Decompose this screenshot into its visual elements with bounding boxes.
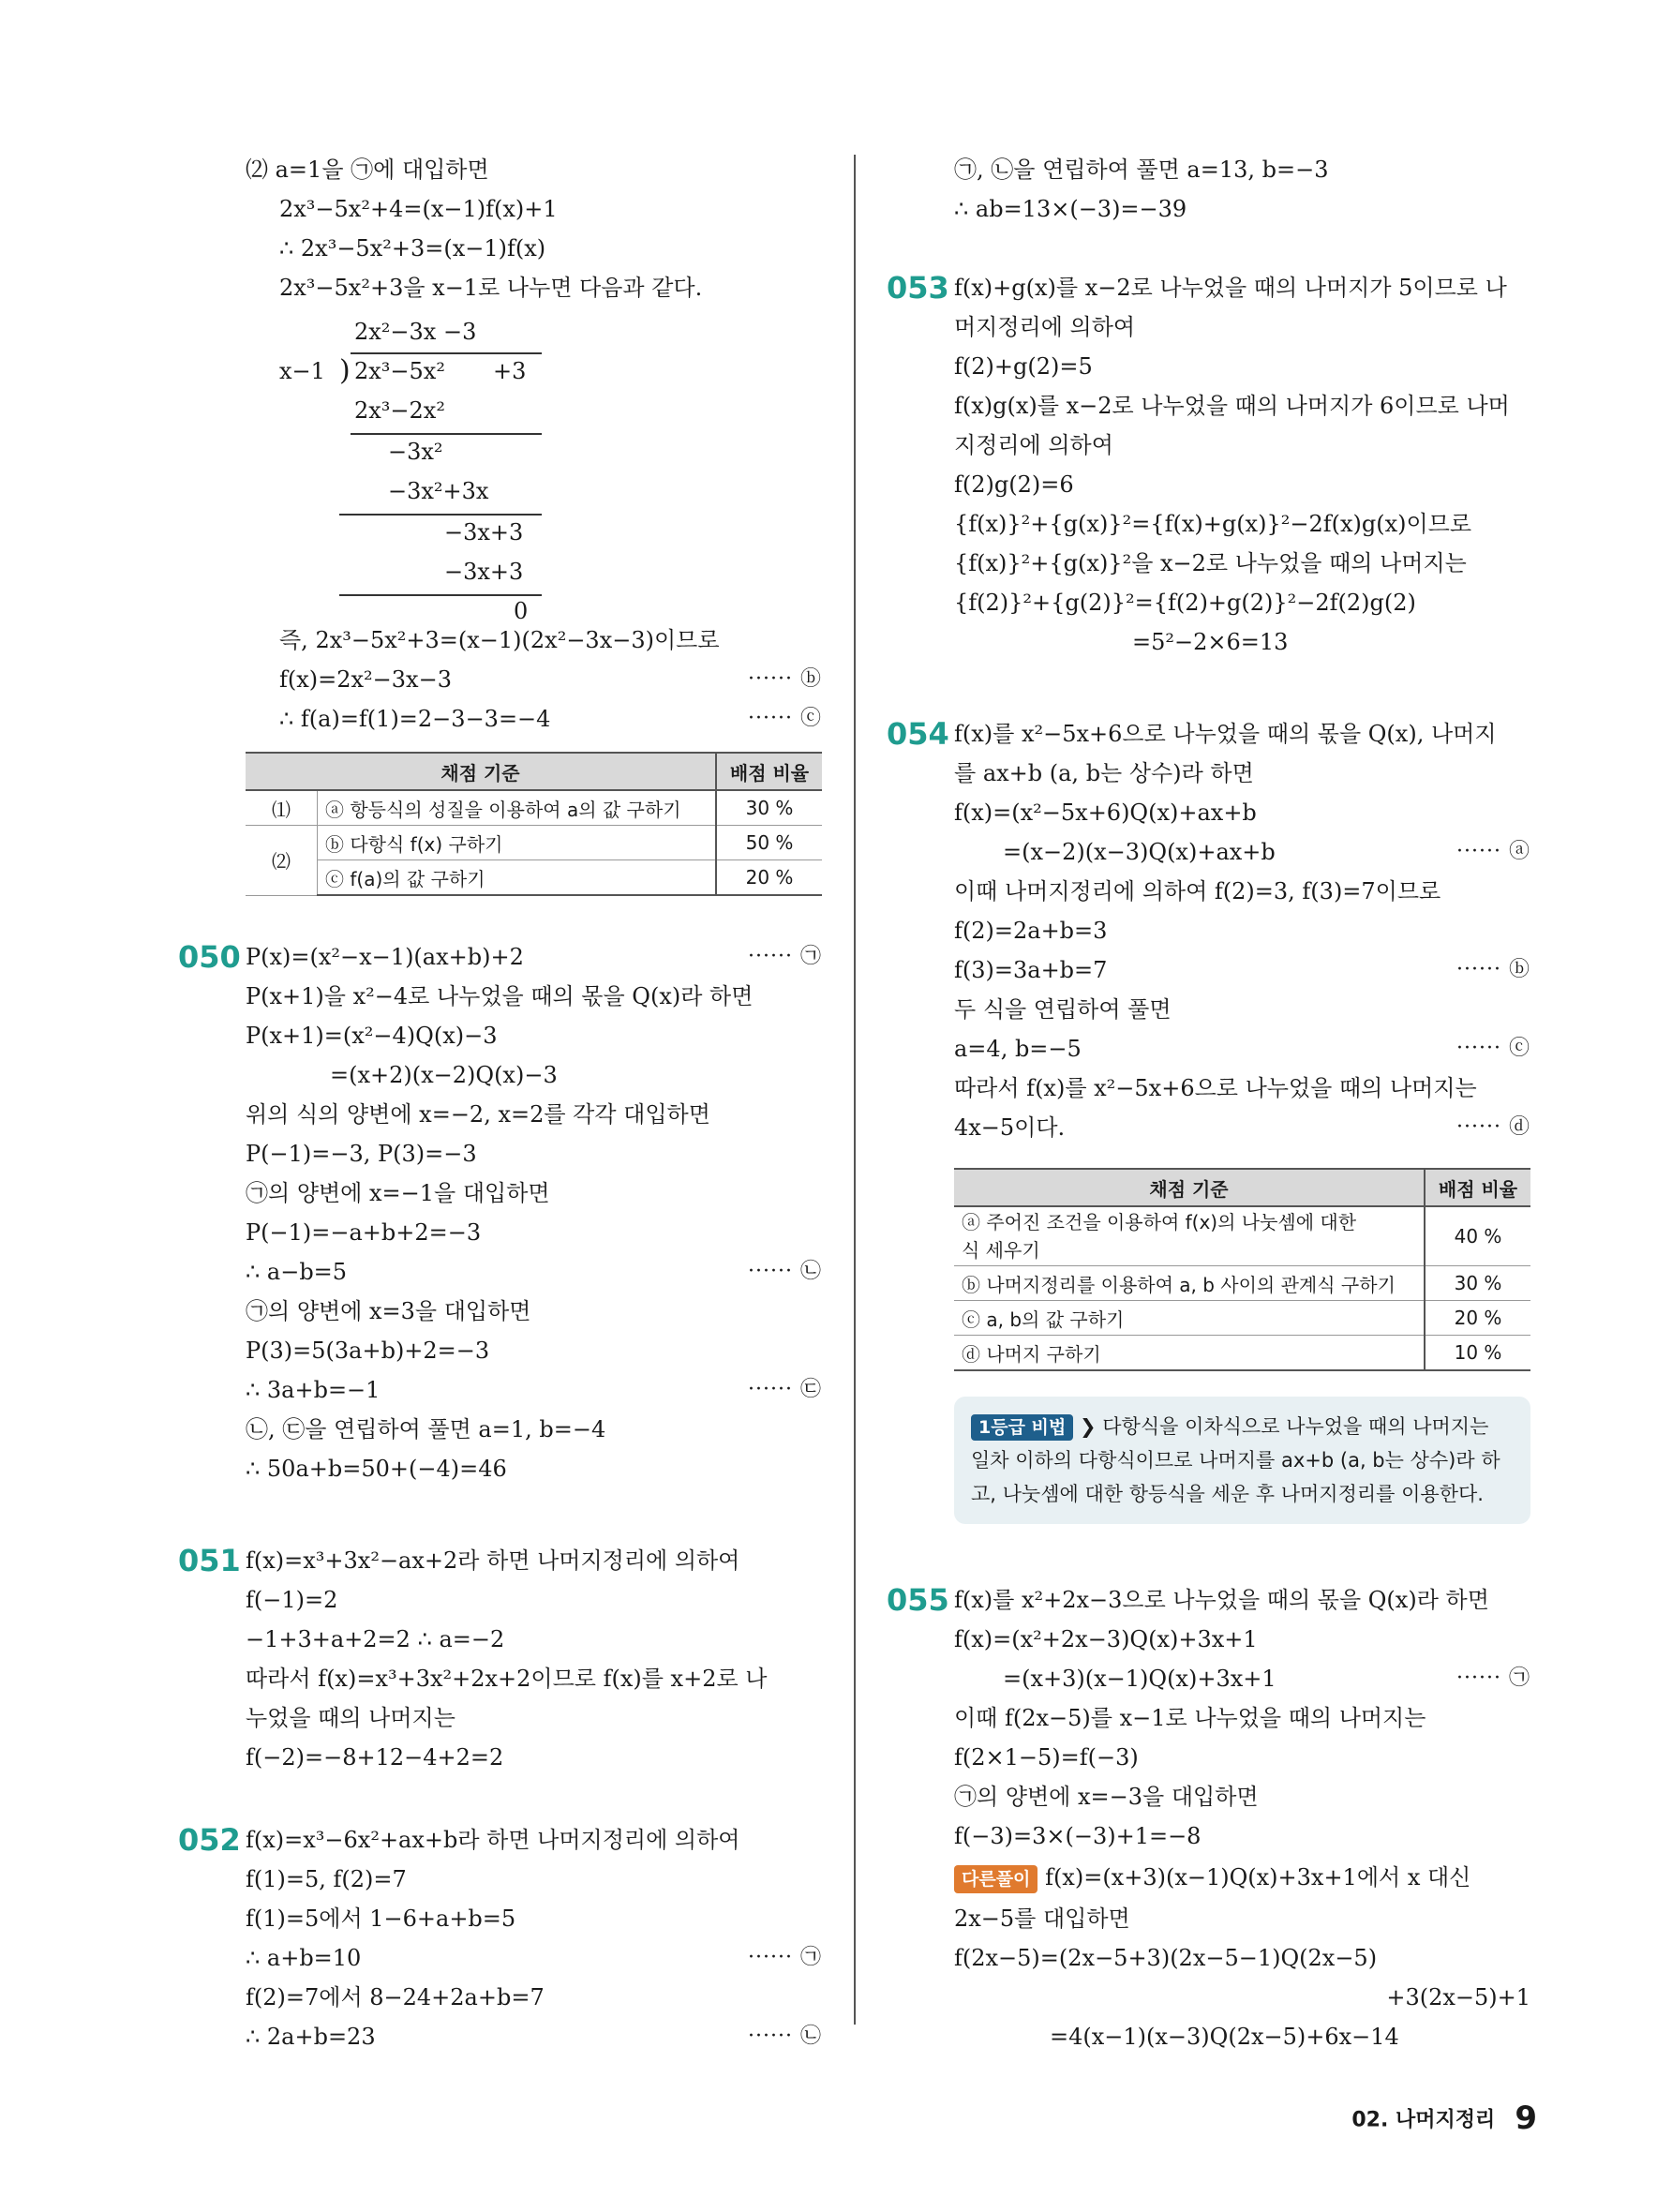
text-line: f(x)=x³−6x²+ax+b라 하면 나머지정리에 의하여 [246, 1827, 740, 1853]
solution-051 [246, 1541, 822, 1777]
division-dividend-tail: +3 [493, 358, 527, 384]
page-number: 9 [1515, 2100, 1537, 2137]
text-line: =(x+3)(x−1)Q(x)+3x+1 ······ ㉠ [954, 1659, 1530, 1698]
text-line: 다른풀이 f(x)=(x+3)(x−1)Q(x)+3x+1에서 x 대신 [954, 1856, 1530, 1899]
text-line: ∴ a−b=5 ······ ㉡ [246, 1252, 822, 1292]
text-line: 즉, 2x³−5x²+3=(x−1)(2x²−3x−3)이므로 [279, 627, 720, 653]
text-line: ∴ ab=13×(−3)=−39 [954, 196, 1187, 222]
text-line: f(−2)=−8+12−4+2=2 [246, 1744, 504, 1771]
text-line: f(2)+g(2)=5 [954, 353, 1093, 380]
problem-number-051: 051 [178, 1543, 241, 1578]
text-line: ∴ f(a)=f(1)=2−3−3=−4 ······ ⓒ [246, 699, 822, 739]
problem-number-055: 055 [887, 1582, 949, 1618]
table-row: ⑴ ⓐ 항등식의 성질을 이용하여 a의 값 구하기 30 % [246, 790, 822, 826]
text-line: P(x+1)=(x²−4)Q(x)−3 [246, 1023, 498, 1049]
step-marker: ······ ㉠ [1456, 1666, 1530, 1690]
text-line: f(x)=x³+3x²−ax+2라 하면 나머지정리에 의하여 [246, 1547, 740, 1574]
text-line: f(x)=(x²+2x−3)Q(x)+3x+1 [954, 1626, 1258, 1652]
text-line: 두 식을 연립하여 풀면 [954, 996, 1172, 1023]
text-line: ㉠의 양변에 x=3을 대입하면 [246, 1298, 531, 1324]
problem-number-053: 053 [887, 270, 949, 306]
text-line: ⑵ a=1을 ㉠에 대입하면 [246, 157, 489, 183]
text-line: f(2x−5)=(2x−5+3)(2x−5−1)Q(2x−5) [954, 1945, 1378, 1971]
tip-label: 1등급 비법 [971, 1414, 1073, 1441]
text-line: =5²−2×6=13 [1132, 629, 1289, 655]
table-row: ⓓ 나머지 구하기 10 % [954, 1336, 1530, 1371]
table-header: 배점 비율 [716, 753, 822, 790]
division-remainder: 0 [514, 598, 529, 624]
scoring-table [246, 752, 822, 896]
text-line: f(−3)=3×(−3)+1=−8 [954, 1823, 1202, 1849]
text-line: P(x+1)을 x²−4로 나누었을 때의 몫을 Q(x)라 하면 [246, 983, 754, 1009]
text-line: 따라서 f(x)를 x²−5x+6으로 나누었을 때의 나머지는 [954, 1075, 1477, 1101]
text-line: ㉠의 양변에 x=−3을 대입하면 [954, 1784, 1259, 1810]
text-line: 2x−5를 대입하면 [954, 1906, 1130, 1932]
division-bar [351, 352, 542, 354]
text-line: ㉠, ㉡을 연립하여 풀면 a=13, b=−3 [954, 157, 1329, 183]
step-marker: ······ ⓐ [1456, 840, 1530, 863]
text-line: f(2)=7에서 8−24+2a+b=7 [246, 1984, 545, 2010]
problem-number-054: 054 [887, 716, 949, 752]
division-bracket: ) [339, 354, 351, 387]
table-row: ⓒ a, b의 값 구하기 20 % [954, 1301, 1530, 1336]
text-line: f(x)+g(x)를 x−2로 나누었을 때의 나머지가 5이므로 나 [954, 275, 1507, 301]
text-line: ㉠의 양변에 x=−1을 대입하면 [246, 1180, 550, 1206]
text-line: ∴ 2a+b=23 ······ ㉡ [246, 2017, 822, 2056]
text-line: 위의 식의 양변에 x=−2, x=2를 각각 대입하면 [246, 1101, 710, 1128]
text-line: ∴ a+b=10 ······ ㉠ [246, 1938, 822, 1978]
text-line: f(2)=2a+b=3 [954, 918, 1108, 944]
text-line: 2x³−5x²+4=(x−1)f(x)+1 [279, 196, 558, 222]
text-line: P(3)=5(3a+b)+2=−3 [246, 1338, 490, 1364]
text-line: f(1)=5에서 1−6+a+b=5 [246, 1906, 516, 1932]
text-line: ㉡, ㉢을 연립하여 풀면 a=1, b=−4 [246, 1416, 606, 1442]
page-footer [1351, 2100, 1537, 2137]
text-line: P(−1)=−3, P(3)=−3 [246, 1141, 477, 1167]
text-line: {f(x)}²+{g(x)}²={f(x)+g(x)}²−2f(x)g(x)이므로 [954, 511, 1472, 537]
text-line: 따라서 f(x)=x³+3x²+2x+2이므로 f(x)를 x+2로 나 [246, 1666, 768, 1692]
text-line: f(−1)=2 [246, 1587, 338, 1613]
division-line [339, 514, 542, 516]
table-row: ⑵ ⓑ 다항식 f(x) 구하기 50 % [246, 826, 822, 860]
table-header: 채점 기준 [246, 753, 716, 790]
scoring-table [954, 1168, 1530, 1371]
table-header: 채점 기준 [954, 1169, 1425, 1206]
text-line: =(x+2)(x−2)Q(x)−3 [330, 1062, 558, 1088]
solution-052 [246, 1820, 822, 2056]
table-row: ⓐ 주어진 조건을 이용하여 f(x)의 나눗셈에 대한 식 세우기 40 % [954, 1206, 1530, 1266]
text-line: 이때 나머지정리에 의하여 f(2)=3, f(3)=7이므로 [954, 878, 1441, 904]
step-marker: ······ ㉠ [748, 945, 822, 968]
text-line: =(x−2)(x−3)Q(x)+ax+b ······ ⓐ [954, 832, 1530, 872]
division-dividend: 2x³−5x² [354, 358, 445, 384]
division-step: −3x² [388, 439, 443, 465]
text-line: {f(x)}²+{g(x)}²을 x−2로 나누었을 때의 나머지는 [954, 550, 1467, 576]
text-line: f(x)=(x²−5x+6)Q(x)+ax+b [954, 800, 1257, 826]
division-line [351, 433, 542, 435]
division-quotient: 2x²−3x −3 [354, 319, 477, 345]
text-line: 지정리에 의하여 [954, 432, 1113, 458]
text-line: ∴ 2x³−5x²+3=(x−1)f(x) [279, 235, 546, 262]
solution-053 [954, 268, 1530, 662]
text-line: 4x−5이다. ······ ⓓ [954, 1108, 1530, 1147]
table-row: ⓒ f(a)의 값 구하기 20 % [246, 860, 822, 896]
table-header: 배점 비율 [1425, 1169, 1530, 1206]
solution-052-continued [954, 150, 1530, 229]
text-line: 누었을 때의 나머지는 [246, 1705, 455, 1731]
step-marker: ······ ⓒ [748, 707, 822, 730]
division-step: −3x+3 [444, 519, 524, 546]
text-line: 를 ax+b (a, b는 상수)라 하면 [954, 760, 1254, 786]
step-marker: ······ ⓓ [1456, 1115, 1530, 1139]
tip-text: 다항식을 이차식으로 나누었을 때의 나머지는 일차 이하의 다항식이므로 나머지를 ax+b (a, b는 상수)라 하고, 나눗셈에 대한 항등식을 세운 후 나머지정리를 이용한다. [971, 1415, 1500, 1505]
step-marker: ······ ⓒ [1456, 1037, 1530, 1060]
text-line: f(2)g(2)=6 [954, 471, 1074, 498]
solution-050 [246, 937, 822, 1488]
solution-055 [954, 1580, 1530, 2056]
problem-number-052: 052 [178, 1822, 241, 1858]
text-line: P(−1)=−a+b+2=−3 [246, 1219, 482, 1246]
column-divider [854, 155, 856, 2025]
division-divisor: x−1 [279, 358, 325, 384]
scoring-table-054 [954, 1168, 1530, 1371]
text-line: f(x)=2x²−3x−3 ······ ⓑ [246, 660, 822, 699]
step-marker: ······ ⓑ [1456, 958, 1530, 981]
tip-box [954, 1397, 1530, 1524]
step-marker: ······ ㉡ [748, 2025, 822, 2048]
text-line: 이때 f(2x−5)를 x−1로 나누었을 때의 나머지는 [954, 1705, 1426, 1731]
text-line: P(x)=(x²−x−1)(ax+b)+2 ······ ㉠ [246, 937, 822, 977]
text-line: =4(x−1)(x−3)Q(2x−5)+6x−14 [1050, 2024, 1399, 2050]
text-line: −1+3+a+2=2 ∴ a=−2 [246, 1626, 505, 1652]
text-line: a=4, b=−5 ······ ⓒ [954, 1029, 1530, 1069]
text-line: f(x)를 x²−5x+6으로 나누었을 때의 몫을 Q(x), 나머지 [954, 721, 1497, 747]
step-marker: ······ ㉡ [748, 1260, 822, 1283]
step-marker: ······ ⓑ [748, 667, 822, 691]
text-line: 2x³−5x²+3을 x−1로 나누면 다음과 같다. [279, 275, 703, 301]
text-line: 머지정리에 의하여 [954, 314, 1136, 340]
text-line: f(x)g(x)를 x−2로 나누었을 때의 나머지가 6이므로 나머 [954, 393, 1510, 419]
division-step: −3x²+3x [388, 478, 489, 504]
division-step: −3x+3 [444, 559, 524, 585]
solution-049-conclusion [246, 620, 822, 739]
long-division [246, 311, 822, 630]
division-line [339, 594, 542, 596]
chapter-title: 02. 나머지정리 [1351, 2108, 1496, 2132]
text-line: {f(2)}²+{g(2)}²={f(2)+g(2)}²−2f(2)g(2) [954, 590, 1416, 616]
step-marker: ······ ㉠ [748, 1946, 822, 1969]
text-line: f(2×1−5)=f(−3) [954, 1744, 1139, 1771]
scoring-table-049 [246, 752, 822, 896]
text-line: ∴ 50a+b=50+(−4)=46 [246, 1456, 507, 1482]
tip-arrow-icon: ❯ [1079, 1415, 1097, 1438]
division-step: 2x³−2x² [354, 397, 445, 424]
table-row: ⓑ 나머지정리를 이용하여 a, b 사이의 관계식 구하기 30 % [954, 1266, 1530, 1301]
solution-054 [954, 714, 1530, 1147]
solution-049-part2 [246, 150, 822, 307]
alt-solution-label: 다른풀이 [954, 1865, 1037, 1893]
text-line: ∴ 3a+b=−1 ······ ㉢ [246, 1370, 822, 1410]
problem-number-050: 050 [178, 939, 241, 975]
text-line: f(3)=3a+b=7 ······ ⓑ [954, 950, 1530, 990]
text-line: f(x)를 x²+2x−3으로 나누었을 때의 몫을 Q(x)라 하면 [954, 1587, 1489, 1613]
text-line: +3(2x−5)+1 [1386, 1984, 1530, 2010]
step-marker: ······ ㉢ [748, 1378, 822, 1401]
text-line: f(1)=5, f(2)=7 [246, 1866, 407, 1892]
